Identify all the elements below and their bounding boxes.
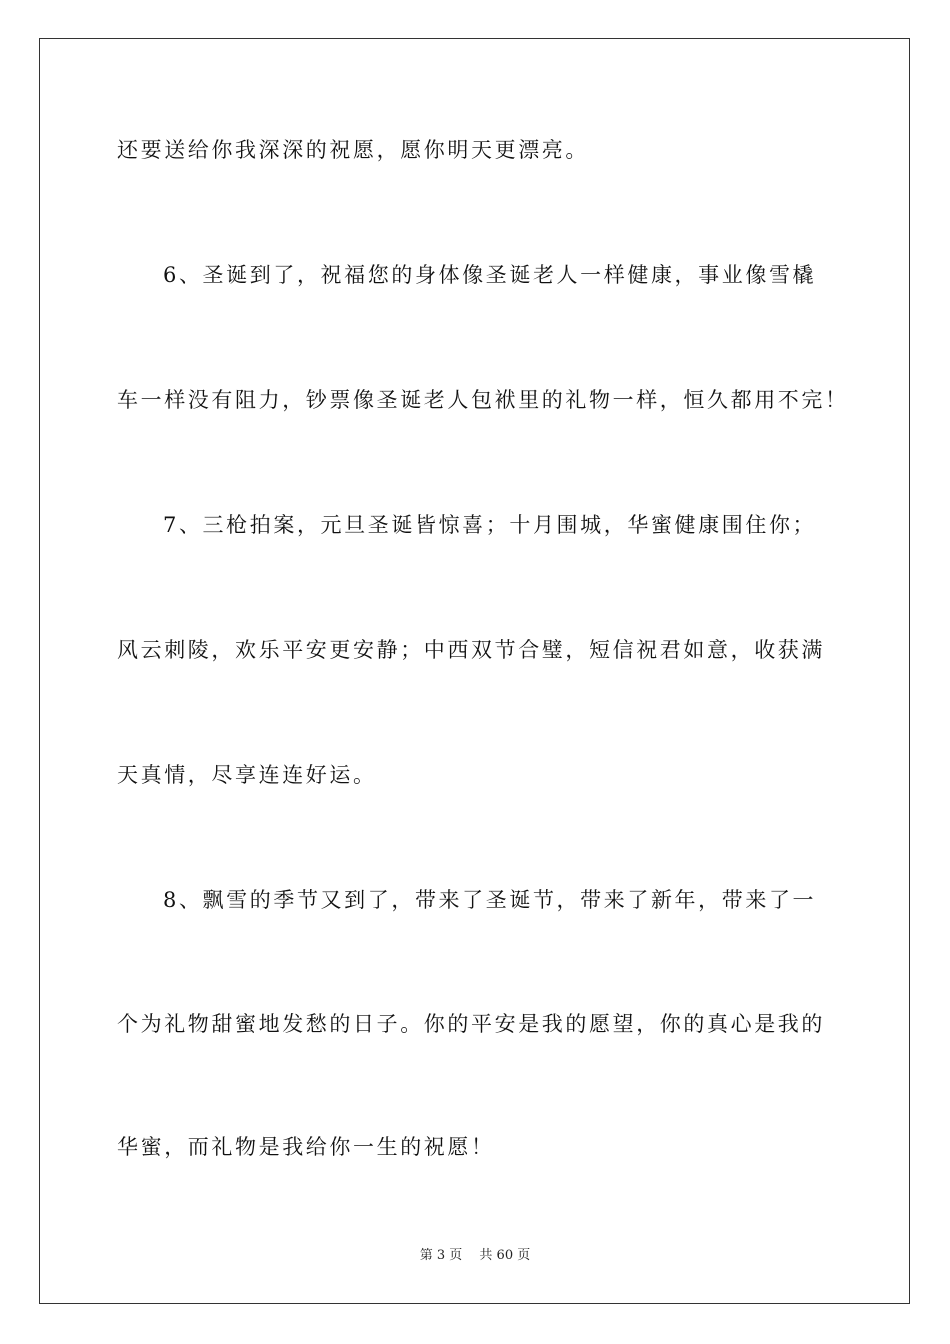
text-line-4: 7、三枪拍案，元旦圣诞皆惊喜；十月围城，华蜜健康围住你； [163,513,817,537]
text-line-7: 8、飘雪的季节又到了，带来了圣诞节，带来了新年，带来了一 [163,888,817,912]
text-line-9: 华蜜，而礼物是我给你一生的祝愿！ [117,1135,495,1159]
text-line-2: 6、圣诞到了，祝福您的身体像圣诞老人一样健康，事业像雪橇 [163,263,817,287]
text-line-8: 个为礼物甜蜜地发愁的日子。你的平安是我的愿望，你的真心是我的 [117,1012,825,1036]
text-line-6: 天真情，尽享连连好运。 [117,763,377,787]
page-frame [39,38,910,1304]
text-line-5: 风云刺陵，欢乐平安更安静；中西双节合璧，短信祝君如意，收获满 [117,638,825,662]
text-line-1: 还要送给你我深深的祝愿，愿你明天更漂亮。 [117,138,589,162]
page-number-footer: 第 3 页 共 60 页 [419,1248,531,1263]
text-line-3: 车一样没有阻力，钞票像圣诞老人包袱里的礼物一样，恒久都用不完！ [117,388,849,412]
